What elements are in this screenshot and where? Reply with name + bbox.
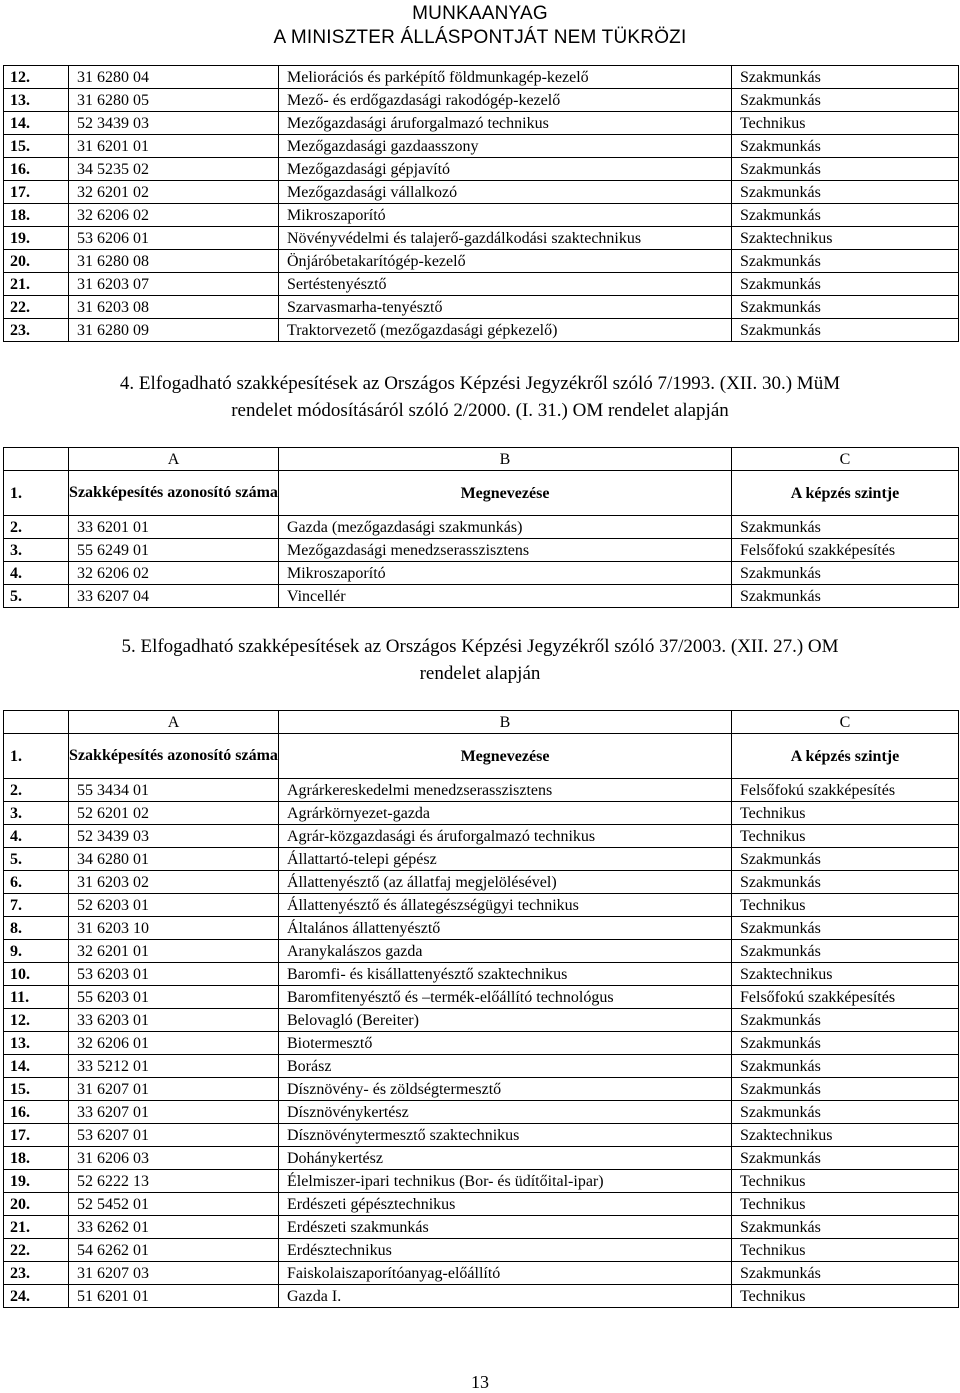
row-number: 16.	[4, 1101, 69, 1124]
table-row	[4, 1124, 959, 1147]
table-row	[4, 986, 959, 1009]
row-number: 21.	[4, 273, 69, 296]
table-row	[4, 1078, 959, 1101]
qualification-code: 31 6207 01	[69, 1078, 279, 1101]
qualification-name: Mezőgazdasági vállalkozó	[279, 181, 732, 204]
qualification-name: Dohánykertész	[279, 1147, 732, 1170]
qualification-code: 34 5235 02	[69, 158, 279, 181]
qualification-code: 31 6206 03	[69, 1147, 279, 1170]
qualification-name: Dísznövénykertész	[279, 1101, 732, 1124]
qualification-name: Erdészeti gépésztechnikus	[279, 1193, 732, 1216]
level-column-header: A képzés szintje	[732, 471, 959, 516]
table-row	[4, 204, 959, 227]
row-number: 9.	[4, 940, 69, 963]
qualification-level: Szakmunkás	[732, 66, 959, 89]
qualification-name: Mezőgazdasági menedzserasszisztens	[279, 539, 732, 562]
qualification-level: Szakmunkás	[732, 871, 959, 894]
qualification-code: 33 6262 01	[69, 1216, 279, 1239]
qualification-level: Technikus	[732, 1239, 959, 1262]
table-row	[4, 250, 959, 273]
qualification-code: 33 6201 01	[69, 516, 279, 539]
qualification-code: 32 6206 02	[69, 562, 279, 585]
table-row	[4, 871, 959, 894]
qualification-level: Szakmunkás	[732, 204, 959, 227]
qualification-name: Aranykalászos gazda	[279, 940, 732, 963]
qualification-code: 54 6262 01	[69, 1239, 279, 1262]
table-row	[4, 1101, 959, 1124]
qualification-name: Általános állattenyésztő	[279, 917, 732, 940]
qualification-level: Szakmunkás	[732, 1147, 959, 1170]
code-column-header: Szakképesítés azonosító száma	[69, 734, 279, 779]
row-number: 15.	[4, 1078, 69, 1101]
table-row	[4, 1009, 959, 1032]
qualification-code: 32 6201 01	[69, 940, 279, 963]
row-number: 20.	[4, 1193, 69, 1216]
table-row	[4, 1170, 959, 1193]
table-row	[4, 296, 959, 319]
qualification-name: Állattenyésztő (az állatfaj megjelölésével)	[279, 871, 732, 894]
section-4-title-line-2: rendelet módosításáról szóló 2/2000. (I. 31.) OM rendelet alapján	[231, 400, 729, 421]
qualification-level: Szakmunkás	[732, 1055, 959, 1078]
table-row	[4, 539, 959, 562]
qualification-level: Szakmunkás	[732, 1101, 959, 1124]
qualification-level: Felsőfokú szakképesítés	[732, 986, 959, 1009]
column-letter-b: B	[279, 448, 732, 471]
qualification-level: Szakmunkás	[732, 1009, 959, 1032]
row-number: 2.	[4, 779, 69, 802]
column-letter-a: A	[69, 448, 279, 471]
qualification-level: Technikus	[732, 1285, 959, 1308]
row-number: 4.	[4, 562, 69, 585]
page-number: 13	[471, 1372, 489, 1392]
table-row	[4, 66, 959, 89]
qualification-name: Erdésztechnikus	[279, 1239, 732, 1262]
qualification-level: Technikus	[732, 112, 959, 135]
table-row	[4, 273, 959, 296]
table-row	[4, 585, 959, 608]
qualification-name: Növényvédelmi és talajerő-gazdálkodási szaktechnikus	[279, 227, 732, 250]
qualification-code: 31 6203 10	[69, 917, 279, 940]
table-row	[4, 158, 959, 181]
qualification-code: 55 3434 01	[69, 779, 279, 802]
header-row	[4, 471, 959, 516]
row-number: 3.	[4, 539, 69, 562]
qualification-name: Mikroszaporító	[279, 562, 732, 585]
qualification-level: Technikus	[732, 802, 959, 825]
qualification-level: Szakmunkás	[732, 158, 959, 181]
row-number: 13.	[4, 1032, 69, 1055]
qualification-name: Mezőgazdasági gépjavító	[279, 158, 732, 181]
qualification-code: 53 6203 01	[69, 963, 279, 986]
qualification-code: 31 6280 09	[69, 319, 279, 342]
row-number: 12.	[4, 1009, 69, 1032]
table-row	[4, 779, 959, 802]
qualification-code: 32 6206 01	[69, 1032, 279, 1055]
table-row	[4, 1285, 959, 1308]
section-5-title-line-1: 5. Elfogadható szakképesítések az Országos Képzési Jegyzékről szóló 37/2003. (XII. 27.) OM	[121, 636, 839, 657]
qualification-name: Gazda (mezőgazdasági szakmunkás)	[279, 516, 732, 539]
qualification-name: Mezőgazdasági áruforgalmazó technikus	[279, 112, 732, 135]
row-number: 1.	[4, 734, 69, 779]
qualification-name: Vincellér	[279, 585, 732, 608]
qualification-code: 32 6201 02	[69, 181, 279, 204]
qualification-name: Sertéstenyésztő	[279, 273, 732, 296]
table-row	[4, 112, 959, 135]
row-number: 7.	[4, 894, 69, 917]
table-row	[4, 1239, 959, 1262]
qualification-name: Borász	[279, 1055, 732, 1078]
section-5-table	[3, 710, 959, 1308]
table-row	[4, 135, 959, 158]
section-4-title	[0, 370, 960, 424]
row-number: 19.	[4, 1170, 69, 1193]
column-letter-b: B	[279, 711, 732, 734]
qualification-level: Szakmunkás	[732, 1032, 959, 1055]
table-row	[4, 319, 959, 342]
qualification-code: 31 6203 07	[69, 273, 279, 296]
row-number: 16.	[4, 158, 69, 181]
qualification-name: Élelmiszer-ipari technikus (Bor- és üdítőital-ipar)	[279, 1170, 732, 1193]
row-number: 18.	[4, 1147, 69, 1170]
qualification-name: Mező- és erdőgazdasági rakodógép-kezelő	[279, 89, 732, 112]
table-row	[4, 802, 959, 825]
qualification-level: Technikus	[732, 825, 959, 848]
table-row	[4, 940, 959, 963]
qualification-level: Szakmunkás	[732, 562, 959, 585]
qualification-code: 31 6280 05	[69, 89, 279, 112]
column-letter-c: C	[732, 711, 959, 734]
qualification-name: Önjáróbetakarítógép-kezelő	[279, 250, 732, 273]
row-number: 17.	[4, 1124, 69, 1147]
row-number: 11.	[4, 986, 69, 1009]
qualification-code: 31 6201 01	[69, 135, 279, 158]
row-number: 18.	[4, 204, 69, 227]
row-number: 6.	[4, 871, 69, 894]
qualification-code: 52 3439 03	[69, 825, 279, 848]
header-row	[4, 734, 959, 779]
qualification-code: 52 6222 13	[69, 1170, 279, 1193]
page-header	[0, 2, 960, 50]
row-number: 3.	[4, 802, 69, 825]
qualification-name: Erdészeti szakmunkás	[279, 1216, 732, 1239]
section-5-title-line-2: rendelet alapján	[419, 663, 541, 684]
header-line-1: MUNKAANYAG	[412, 3, 548, 24]
row-number: 1.	[4, 471, 69, 516]
name-column-header: Megnevezése	[279, 734, 732, 779]
qualification-level: Felsőfokú szakképesítés	[732, 779, 959, 802]
qualification-level: Szakmunkás	[732, 296, 959, 319]
qualification-name: Agrár-közgazdasági és áruforgalmazó technikus	[279, 825, 732, 848]
qualification-level: Szakmunkás	[732, 319, 959, 342]
blank-cell	[4, 448, 69, 471]
qualification-level: Szakmunkás	[732, 181, 959, 204]
header-line-2: A MINISZTER ÁLLÁSPONTJÁT NEM TÜKRÖZI	[273, 27, 687, 48]
code-column-header: Szakképesítés azonosító száma	[69, 471, 279, 516]
qualification-code: 31 6203 02	[69, 871, 279, 894]
qualification-level: Szakmunkás	[732, 516, 959, 539]
qualification-code: 33 6207 04	[69, 585, 279, 608]
section-5-title	[0, 633, 960, 687]
qualification-level: Szakmunkás	[732, 1216, 959, 1239]
column-letter-c: C	[732, 448, 959, 471]
qualification-code: 53 6206 01	[69, 227, 279, 250]
section-4-title-line-1: 4. Elfogadható szakképesítések az Országos Képzési Jegyzékről szóló 7/1993. (XII. 30.) MüM	[119, 373, 841, 394]
table-row	[4, 1055, 959, 1078]
table-row	[4, 848, 959, 871]
qualification-name: Agrárkereskedelmi menedzserasszisztens	[279, 779, 732, 802]
table-row	[4, 181, 959, 204]
qualification-level: Szaktechnikus	[732, 1124, 959, 1147]
qualification-level: Szakmunkás	[732, 1262, 959, 1285]
qualification-code: 51 6201 01	[69, 1285, 279, 1308]
qualification-code: 52 6203 01	[69, 894, 279, 917]
qualification-code: 55 6249 01	[69, 539, 279, 562]
qualification-level: Szakmunkás	[732, 848, 959, 871]
qualification-level: Szaktechnikus	[732, 227, 959, 250]
row-number: 10.	[4, 963, 69, 986]
qualification-name: Belovagló (Bereiter)	[279, 1009, 732, 1032]
row-number: 17.	[4, 181, 69, 204]
qualification-level: Szakmunkás	[732, 940, 959, 963]
row-number: 21.	[4, 1216, 69, 1239]
qualification-code: 31 6203 08	[69, 296, 279, 319]
qualification-code: 31 6280 08	[69, 250, 279, 273]
table-row	[4, 1193, 959, 1216]
row-number: 4.	[4, 825, 69, 848]
qualification-name: Baromfi- és kisállattenyésztő szaktechnikus	[279, 963, 732, 986]
table-row	[4, 917, 959, 940]
qualification-name: Gazda I.	[279, 1285, 732, 1308]
row-number: 15.	[4, 135, 69, 158]
qualification-level: Szakmunkás	[732, 585, 959, 608]
qualification-name: Állattenyésztő és állategészségügyi technikus	[279, 894, 732, 917]
blank-cell	[4, 711, 69, 734]
table-row	[4, 562, 959, 585]
qualification-code: 52 5452 01	[69, 1193, 279, 1216]
qualification-code: 53 6207 01	[69, 1124, 279, 1147]
qualification-level: Szakmunkás	[732, 250, 959, 273]
qualification-level: Technikus	[732, 1193, 959, 1216]
qualification-name: Faiskolaiszaporítóanyag-előállító	[279, 1262, 732, 1285]
row-number: 19.	[4, 227, 69, 250]
qualification-name: Meliorációs és parképítő földmunkagép-kezelő	[279, 66, 732, 89]
row-number: 14.	[4, 112, 69, 135]
table-row	[4, 963, 959, 986]
qualification-table-continued	[3, 65, 959, 342]
row-number: 23.	[4, 319, 69, 342]
qualification-level: Felsőfokú szakképesítés	[732, 539, 959, 562]
qualification-code: 32 6206 02	[69, 204, 279, 227]
section-4-table	[3, 447, 959, 608]
qualification-name: Szarvasmarha-tenyésztő	[279, 296, 732, 319]
qualification-code: 33 6207 01	[69, 1101, 279, 1124]
qualification-name: Dísznövénytermesztő szaktechnikus	[279, 1124, 732, 1147]
level-column-header: A képzés szintje	[732, 734, 959, 779]
row-number: 8.	[4, 917, 69, 940]
row-number: 12.	[4, 66, 69, 89]
qualification-level: Technikus	[732, 894, 959, 917]
table-row	[4, 1262, 959, 1285]
table-row	[4, 894, 959, 917]
table-row	[4, 89, 959, 112]
qualification-level: Szakmunkás	[732, 917, 959, 940]
qualification-code: 33 5212 01	[69, 1055, 279, 1078]
table-row	[4, 516, 959, 539]
qualification-name: Agrárkörnyezet-gazda	[279, 802, 732, 825]
qualification-name: Mezőgazdasági gazdaasszony	[279, 135, 732, 158]
row-number: 14.	[4, 1055, 69, 1078]
column-letter-row	[4, 448, 959, 471]
column-letter-row	[4, 711, 959, 734]
qualification-level: Szakmunkás	[732, 135, 959, 158]
qualification-name: Baromfitenyésztő és –termék-előállító technológus	[279, 986, 732, 1009]
row-number: 5.	[4, 585, 69, 608]
row-number: 24.	[4, 1285, 69, 1308]
row-number: 2.	[4, 516, 69, 539]
qualification-code: 31 6207 03	[69, 1262, 279, 1285]
qualification-code: 31 6280 04	[69, 66, 279, 89]
table-row	[4, 825, 959, 848]
column-letter-a: A	[69, 711, 279, 734]
qualification-code: 34 6280 01	[69, 848, 279, 871]
qualification-level: Szakmunkás	[732, 273, 959, 296]
qualification-code: 33 6203 01	[69, 1009, 279, 1032]
qualification-level: Szakmunkás	[732, 89, 959, 112]
qualification-name: Traktorvezető (mezőgazdasági gépkezelő)	[279, 319, 732, 342]
row-number: 5.	[4, 848, 69, 871]
qualification-code: 55 6203 01	[69, 986, 279, 1009]
name-column-header: Megnevezése	[279, 471, 732, 516]
table-row	[4, 1147, 959, 1170]
qualification-name: Állattartó-telepi gépész	[279, 848, 732, 871]
row-number: 13.	[4, 89, 69, 112]
qualification-name: Dísznövény- és zöldségtermesztő	[279, 1078, 732, 1101]
qualification-level: Szaktechnikus	[732, 963, 959, 986]
row-number: 23.	[4, 1262, 69, 1285]
table-row	[4, 227, 959, 250]
row-number: 20.	[4, 250, 69, 273]
qualification-code: 52 6201 02	[69, 802, 279, 825]
qualification-level: Szakmunkás	[732, 1078, 959, 1101]
table-row	[4, 1032, 959, 1055]
table-row	[4, 1216, 959, 1239]
row-number: 22.	[4, 1239, 69, 1262]
qualification-code: 52 3439 03	[69, 112, 279, 135]
qualification-name: Mikroszaporító	[279, 204, 732, 227]
qualification-name: Biotermesztő	[279, 1032, 732, 1055]
qualification-level: Technikus	[732, 1170, 959, 1193]
row-number: 22.	[4, 296, 69, 319]
